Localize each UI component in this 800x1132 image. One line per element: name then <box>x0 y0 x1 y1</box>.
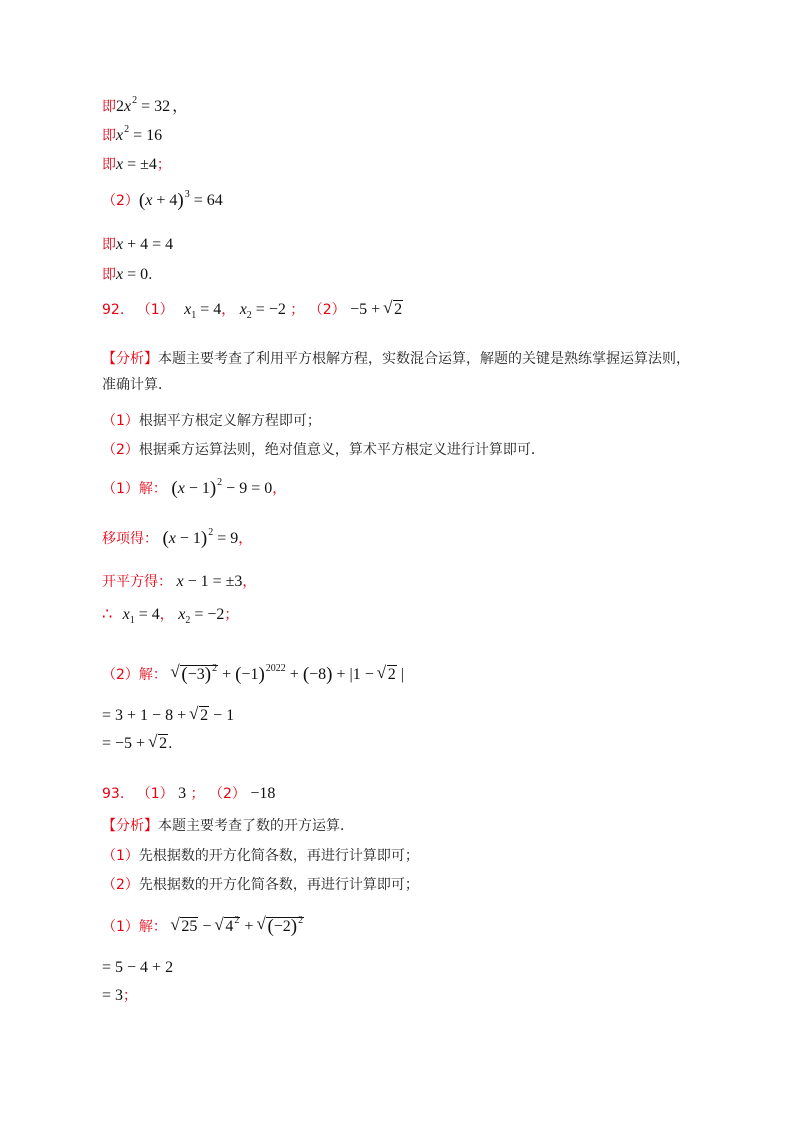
ji-prefix: 即 <box>102 99 116 115</box>
q92-answer-line <box>102 300 403 322</box>
period: ． <box>148 267 163 283</box>
kaipingfang-label: 开平方得： <box>102 574 172 590</box>
comma: ， <box>221 302 236 318</box>
q92-solution1-sqrt <box>102 572 256 592</box>
analysis-tag: 【分析】 <box>102 351 158 367</box>
q93-ans2: −18 <box>250 785 276 802</box>
q92-s4-x2: $x_2 = -2$ <box>178 606 225 626</box>
part-1-label: （1） <box>102 481 139 497</box>
ji-prefix: 即 <box>102 237 116 253</box>
part-2-label: （2） <box>102 877 139 893</box>
semicolon: ； <box>123 988 138 1004</box>
line-x-eq-0 <box>102 265 162 285</box>
part-2-label: （2） <box>308 302 346 318</box>
q93-analysis <box>102 816 354 836</box>
ji-prefix: 即 <box>102 157 116 173</box>
q93-s1-eq: √ 25 − √ $4^2$ + √ $(-2)^2$ <box>171 918 304 935</box>
part-2-label: （2） <box>102 193 139 209</box>
line-x2-eq-16 <box>102 126 162 148</box>
q93-answer-line <box>102 784 275 804</box>
q92-number: 92. <box>102 302 125 318</box>
equation-x-plus-4: x + 4 = 4 <box>116 236 174 253</box>
analysis-tag: 【分析】 <box>102 818 158 834</box>
q92-hint1-text: 根据平方根定义解方程即可； <box>138 413 321 429</box>
ji-prefix: 即 <box>102 267 116 283</box>
comma: ， <box>272 481 287 497</box>
q92-ans1-x2: $x_2 = -2$ <box>239 301 286 321</box>
equation-2x2-32: $2x^2 = 32$ <box>116 95 171 115</box>
comma: ， <box>238 531 253 547</box>
q92-ans2: −5 + √ 2 <box>350 301 403 318</box>
semicolon: ； <box>224 607 239 623</box>
q92-p2-step2-eq: = −5 + √ 2 <box>102 735 168 752</box>
comma: ， <box>242 574 257 590</box>
q93-s1-step1-eq: = 5 − 4 + 2 <box>102 959 174 976</box>
line-x-plus-4-eq-4 <box>102 235 173 255</box>
equation-x-pm4: x = ±4 <box>116 156 157 173</box>
q93-number: 93. <box>102 786 125 802</box>
semicolon: ； <box>190 786 205 802</box>
q92-s2-eq: $(x - 1)^2 = 9$ <box>162 527 239 549</box>
semicolon: ； <box>290 302 305 318</box>
jie-label: 解： <box>138 481 167 497</box>
equation-cube-64: $(x + 4)^3 = 64$ <box>138 189 223 211</box>
q92-hint1 <box>102 411 321 431</box>
q92-p2-step2 <box>102 734 182 754</box>
line-part2-cube-eq <box>102 190 223 213</box>
q92-s3-eq: x − 1 = ±3 <box>176 573 243 590</box>
q93-s1-step2-eq: = 3 <box>102 987 124 1004</box>
q93-s1-step2 <box>102 986 137 1006</box>
q92-p2-step1 <box>102 706 234 726</box>
line-2x2-eq-32 <box>102 96 188 119</box>
part-2-label: （2） <box>102 667 139 683</box>
comma: ， <box>172 96 189 115</box>
q93-s1-step1 <box>102 958 173 978</box>
period: ． <box>168 736 183 752</box>
q92-ans1-x1: $x_1 = 4$ <box>184 301 222 321</box>
jie-label: 解： <box>138 667 167 683</box>
q93-hint1 <box>102 846 419 866</box>
q92-hint2-text: 根据乘方运算法则，绝对值意义，算术平方根定义进行计算即可． <box>138 442 545 458</box>
q92-analysis <box>102 346 702 398</box>
q92-p2-eq: √ $(-3)^2 + (-1)^{2022} + (-8) + |1$ − √ 2 | <box>171 666 404 683</box>
jie-label: 解： <box>138 919 167 935</box>
semicolon: ； <box>156 157 171 173</box>
ji-prefix: 即 <box>102 128 116 144</box>
q92-analysis-text: 本题主要考查了利用平方根解方程，实数混合运算，解题的关键是熟练掌握运算法则，准确计算． <box>102 351 690 393</box>
q93-solution1-start <box>102 916 304 939</box>
q92-s4-x1: $x_1 = 4$ <box>122 606 160 626</box>
q93-hint2-text: 先根据数的开方化简各数，再进行计算即可； <box>138 877 419 893</box>
q93-analysis-text: 本题主要考查了数的开方运算． <box>158 818 354 834</box>
equation-x2-16: $x^2 = 16$ <box>116 124 163 144</box>
part-2-label: （2） <box>102 442 139 458</box>
therefore-symbol: ∴ <box>102 604 113 623</box>
q93-hint2 <box>102 875 419 895</box>
q92-hint2 <box>102 440 545 460</box>
part-1-label: （1） <box>102 413 139 429</box>
q92-p2-step1-eq: = 3 + 1 − 8 + √ 2 − 1 <box>102 707 234 724</box>
part-1-label: （1） <box>136 786 174 802</box>
q92-s1-eq: $(x - 1)^2 - 9 = 0$ <box>171 477 273 499</box>
part-1-label: （1） <box>102 848 139 864</box>
q93-ans1: 3 <box>178 785 187 802</box>
line-x-eq-pm4 <box>102 155 171 175</box>
part-2-label: （2） <box>209 786 246 802</box>
yixiang-label: 移项得： <box>102 531 158 547</box>
q92-solution1-start <box>102 478 286 501</box>
q93-hint1-text: 先根据数的开方化简各数，再进行计算即可； <box>138 848 419 864</box>
q92-solution1-result <box>102 604 238 627</box>
q92-solution1-move <box>102 528 252 551</box>
q92-solution2-start <box>102 664 404 687</box>
part-1-label: （1） <box>102 919 139 935</box>
comma: ， <box>159 607 174 623</box>
equation-x-0: x = 0 <box>116 266 149 283</box>
part-1-label: （1） <box>136 302 174 318</box>
